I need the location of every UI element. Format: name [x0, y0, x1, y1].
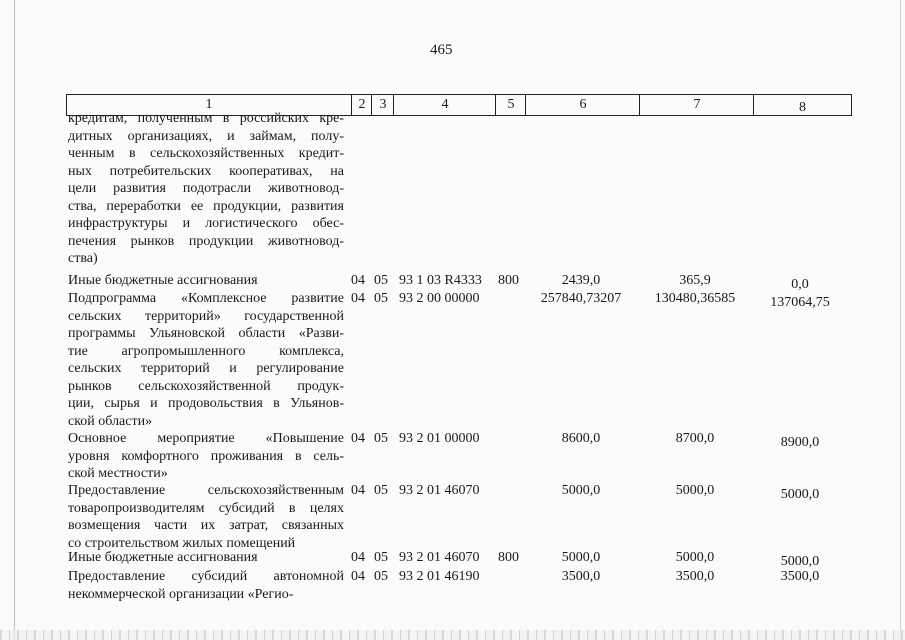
- description-line: кредитам, полученным в российских кре-: [68, 111, 344, 126]
- description-line: тие агропромышленного комплекса,: [68, 343, 344, 359]
- subsection-code: 05: [374, 550, 388, 565]
- description-line: Основное мероприятие «Повышение: [68, 431, 344, 446]
- description-line: уровня комфортного проживания в сель-: [68, 448, 344, 464]
- scan-left-border: [14, 0, 15, 640]
- expense-type-code: 800: [498, 550, 519, 565]
- header-col-6: 6: [525, 95, 640, 115]
- subsection-code: 05: [374, 273, 388, 288]
- section-code: 04: [351, 550, 365, 565]
- description-line: Предоставление сельскохозяйственным: [68, 483, 344, 498]
- description-line: ства): [68, 251, 98, 266]
- header-col-5: 5: [495, 95, 526, 115]
- section-code: 04: [351, 431, 365, 446]
- amount-col-6: 2439,0: [561, 273, 601, 288]
- section-code: 04: [351, 483, 365, 498]
- description-line: ской области»: [68, 413, 153, 429]
- amount-col-8: 0,0: [791, 277, 809, 292]
- scan-bottom-edge: [0, 630, 905, 640]
- target-article-code: 93 2 00 00000: [399, 291, 480, 306]
- expense-type-code: 800: [498, 273, 519, 288]
- target-article-code: 93 2 01 46070: [399, 550, 480, 565]
- description-line: дитных организациях, и займам, полу-: [68, 128, 344, 144]
- amount-col-8: 3500,0: [780, 569, 820, 584]
- header-col-7: 7: [639, 95, 754, 115]
- section-code: 04: [351, 291, 365, 306]
- amount-col-8: 5000,0: [780, 554, 820, 569]
- header-col-4: 4: [393, 95, 496, 115]
- description-line: возмещения части их затрат, связанных: [68, 518, 344, 533]
- description-line: Предоставление субсидий автономной: [68, 569, 344, 584]
- description-line: сельских территорий» государственной: [68, 308, 344, 324]
- description-line: печения рынков продукции животновод-: [68, 233, 344, 249]
- page-number: 465: [430, 42, 453, 58]
- amount-col-7: 8700,0: [675, 431, 715, 446]
- amount-col-8: 137064,75: [770, 295, 830, 310]
- subsection-code: 05: [374, 569, 388, 584]
- row-description: [68, 549, 344, 567]
- subsection-code: 05: [374, 431, 388, 446]
- amount-col-7: 5000,0: [675, 483, 715, 498]
- header-col-2: 2: [351, 95, 372, 115]
- target-article-code: 93 2 01 46070: [399, 483, 480, 498]
- description-line: ченным в сельскохозяйственных кредит-: [68, 146, 344, 161]
- description-line: некоммерческой организации «Регио-: [68, 586, 294, 602]
- description-line: программы Ульяновской области «Разви-: [68, 326, 344, 341]
- description-line: Иные бюджетные ассигнования: [68, 550, 258, 565]
- target-article-code: 93 1 03 R4333: [399, 273, 482, 288]
- amount-col-8: 5000,0: [780, 487, 820, 502]
- amount-col-7: 5000,0: [675, 550, 715, 565]
- amount-col-7: 365,9: [679, 273, 711, 288]
- amount-col-8: 8900,0: [780, 435, 820, 450]
- description-line: инфраструктуры и логистического обес-: [68, 216, 344, 231]
- description-line: ции, сырья и продовольствия в Ульянов-: [68, 396, 344, 411]
- target-article-code: 93 2 01 00000: [399, 431, 480, 446]
- amount-col-6: 5000,0: [561, 550, 601, 565]
- description-line: сельских территорий и регулирование: [68, 361, 344, 376]
- amount-col-6: 8600,0: [561, 431, 601, 446]
- subsection-code: 05: [374, 483, 388, 498]
- description-line: Иные бюджетные ассигнования: [68, 273, 258, 288]
- section-code: 04: [351, 569, 365, 584]
- description-line: Подпрограмма «Комплексное развитие: [68, 291, 344, 306]
- description-line: цели развития подотрасли животновод-: [68, 181, 344, 196]
- description-line: ской местности»: [68, 466, 168, 481]
- row-description: [68, 272, 344, 290]
- amount-col-7: 3500,0: [675, 569, 715, 584]
- target-article-code: 93 2 01 46190: [399, 569, 480, 584]
- section-code: 04: [351, 273, 365, 288]
- amount-col-6: 5000,0: [561, 483, 601, 498]
- description-line: товаропроизводителям субсидий в целях: [68, 500, 344, 516]
- row-description: [68, 290, 344, 430]
- row-description: [68, 110, 344, 268]
- description-line: со строительством жилых помещений: [68, 535, 296, 551]
- description-line: ных потребительских кооперативах, на: [68, 163, 344, 179]
- header-col-8: 8: [753, 95, 851, 115]
- description-line: ства, переработки ее продукции, развития: [68, 198, 344, 214]
- row-description: [68, 568, 344, 603]
- scan-right-border: [900, 0, 901, 640]
- header-col-3: 3: [371, 95, 394, 115]
- subsection-code: 05: [374, 291, 388, 306]
- description-line: рынков сельскохозяйственной продук-: [68, 378, 344, 394]
- amount-col-6: 257840,73207: [540, 291, 622, 306]
- header-col-1: 1: [205, 97, 213, 112]
- row-description: [68, 482, 344, 552]
- row-description: [68, 430, 344, 483]
- amount-col-7: 130480,36585: [654, 291, 736, 306]
- amount-col-6: 3500,0: [561, 569, 601, 584]
